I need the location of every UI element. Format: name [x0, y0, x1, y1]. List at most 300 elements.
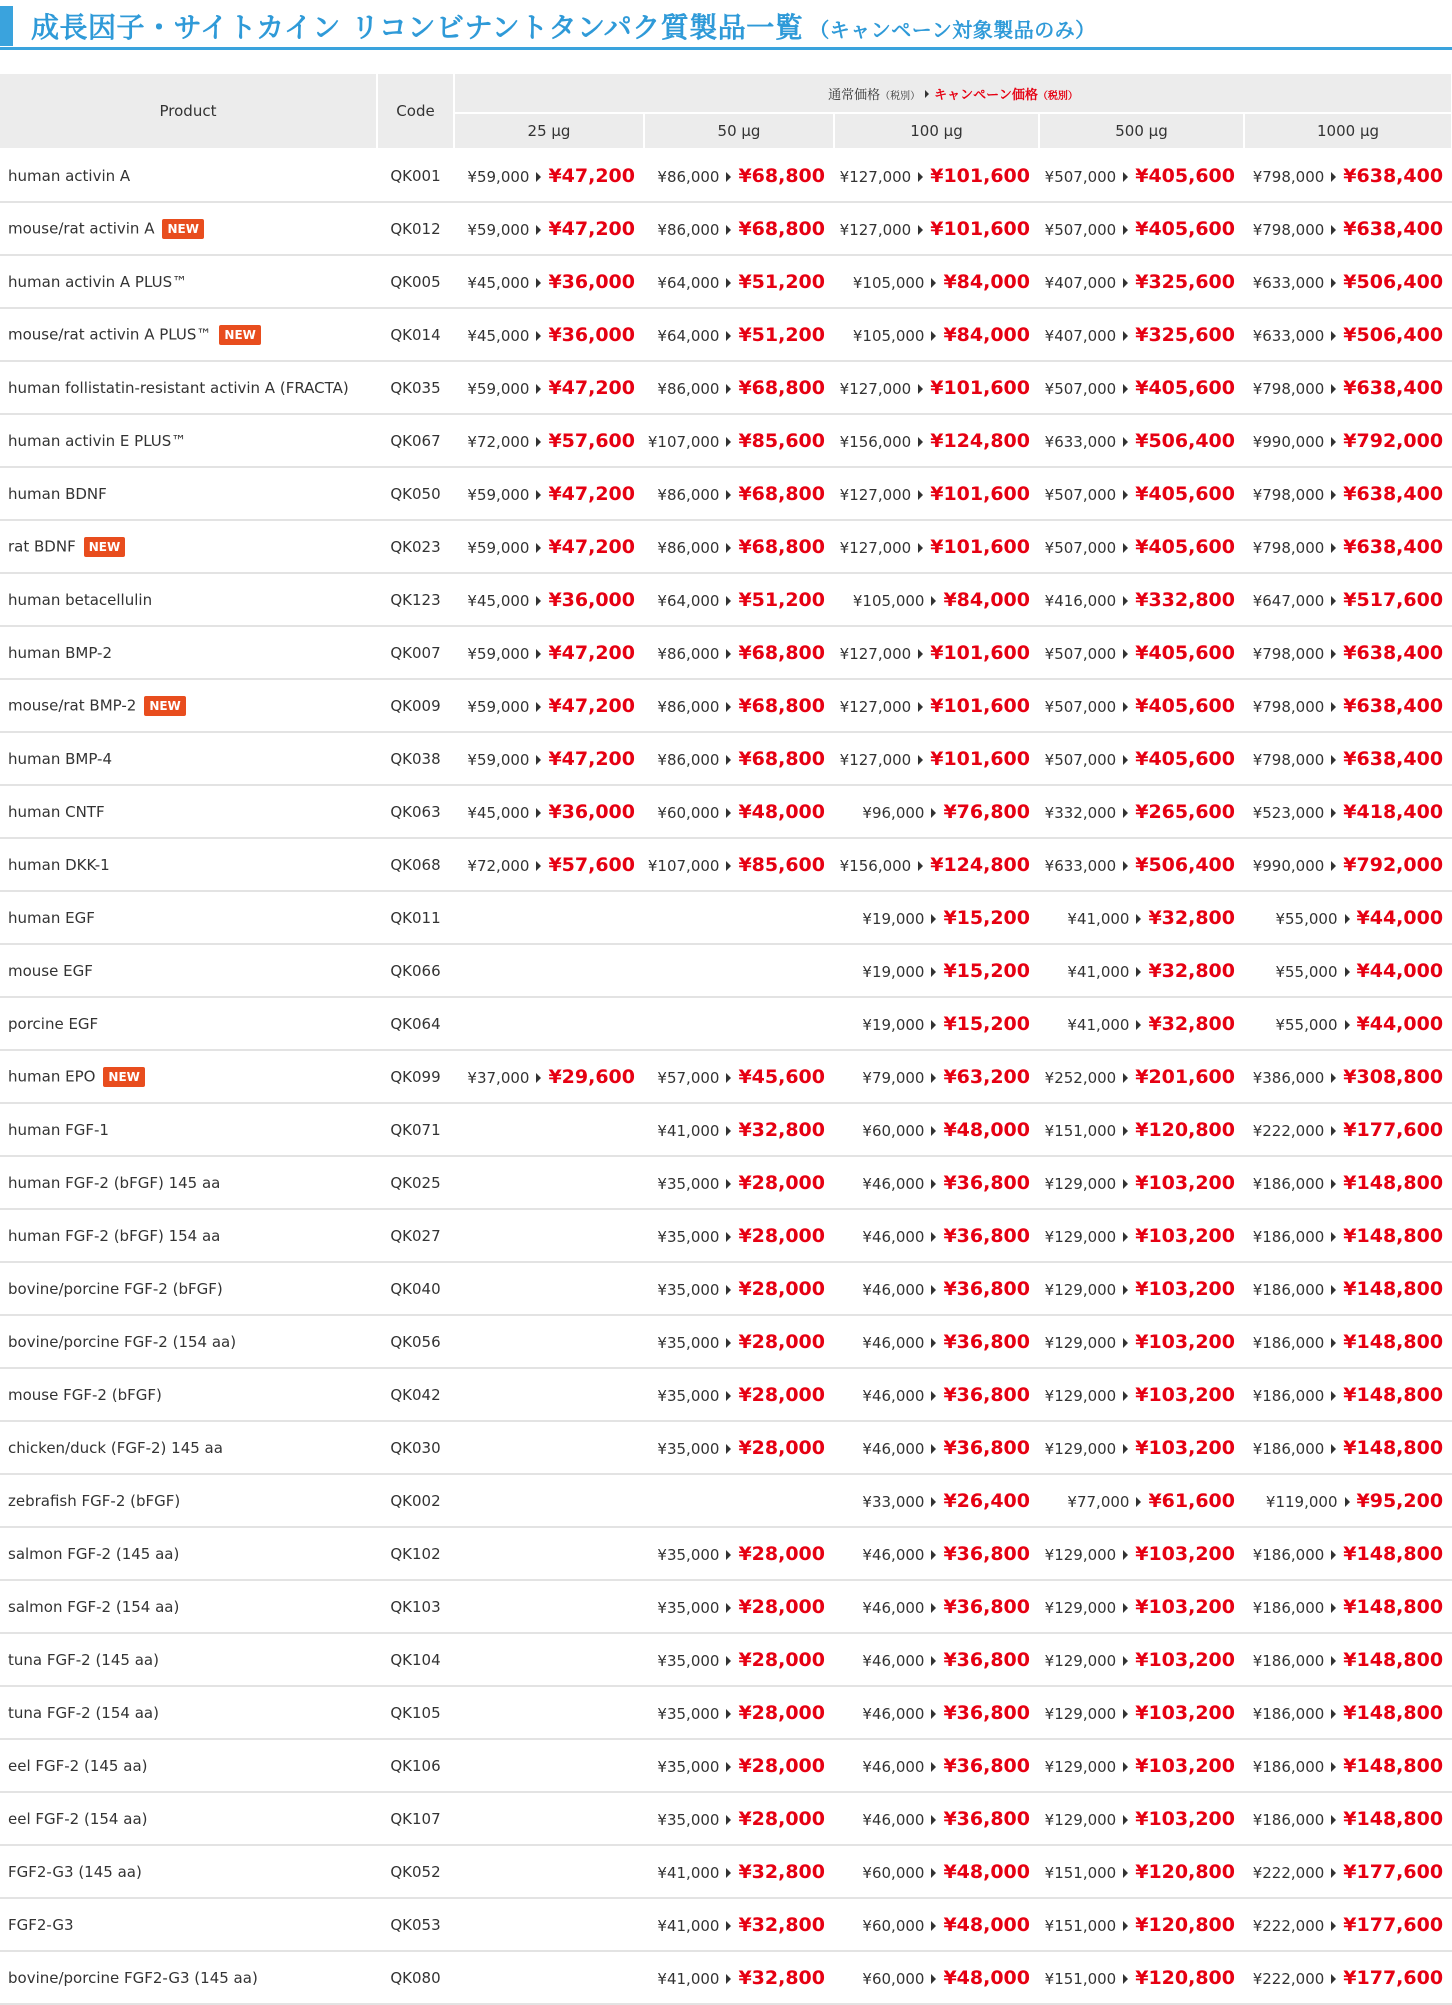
arrow-right-icon [931, 1179, 936, 1189]
arrow-right-icon [726, 755, 731, 765]
regular-price: ¥57,000 [657, 1068, 720, 1087]
arrow-right-icon [726, 1073, 731, 1083]
arrow-right-icon [726, 225, 731, 235]
product-cell [0, 1050, 377, 1103]
arrow-right-icon [1123, 861, 1128, 871]
price-cell [1244, 1845, 1452, 1898]
product-cell [0, 1633, 377, 1686]
regular-price: ¥186,000 [1252, 1545, 1325, 1564]
regular-price: ¥407,000 [1044, 326, 1117, 345]
table-row [0, 997, 1452, 1050]
arrow-right-icon [931, 1868, 936, 1878]
regular-price: ¥41,000 [1067, 909, 1130, 928]
regular-price: ¥633,000 [1252, 273, 1325, 292]
arrow-right-icon [1123, 225, 1128, 235]
campaign-price: ¥418,400 [1343, 800, 1444, 823]
product-name: tuna FGF-2 (145 aa) [8, 1650, 159, 1669]
price-cell [1244, 308, 1452, 361]
campaign-price: ¥405,600 [1135, 641, 1235, 664]
campaign-price: ¥68,800 [738, 217, 825, 240]
price-cell [454, 1209, 644, 1262]
campaign-price: ¥68,800 [738, 747, 825, 770]
arrow-right-icon [1331, 225, 1336, 235]
campaign-price: ¥177,600 [1343, 1118, 1444, 1141]
campaign-price: ¥76,800 [943, 800, 1030, 823]
table-row [0, 414, 1452, 467]
price-cell [834, 1156, 1039, 1209]
table-row [0, 626, 1452, 679]
price-cell [1039, 732, 1244, 785]
price-cell [644, 1792, 834, 1845]
column-header-price-group [454, 74, 1452, 113]
campaign-price: ¥28,000 [738, 1224, 825, 1247]
campaign-price: ¥36,800 [943, 1701, 1030, 1724]
product-name: mouse EGF [8, 961, 93, 980]
price-cell [454, 1527, 644, 1580]
campaign-price: ¥15,200 [943, 906, 1030, 929]
price-cell [834, 1898, 1039, 1951]
price-cell [834, 997, 1039, 1050]
regular-price: ¥59,000 [467, 644, 530, 663]
arrow-right-icon [726, 596, 731, 606]
campaign-price: ¥405,600 [1135, 376, 1235, 399]
campaign-price: ¥68,800 [738, 482, 825, 505]
arrow-right-icon [1345, 1497, 1350, 1507]
campaign-price: ¥48,000 [943, 1913, 1030, 1936]
arrow-right-icon [1331, 1179, 1336, 1189]
product-cell [0, 1898, 377, 1951]
arrow-right-icon [1345, 914, 1350, 924]
arrow-right-icon [726, 172, 731, 182]
regular-price: ¥45,000 [467, 326, 530, 345]
price-cell [644, 1156, 834, 1209]
regular-price: ¥798,000 [1252, 220, 1325, 239]
arrow-right-icon [1123, 1550, 1128, 1560]
regular-price: ¥416,000 [1044, 591, 1117, 610]
campaign-price: ¥405,600 [1135, 217, 1235, 240]
regular-price: ¥186,000 [1252, 1704, 1325, 1723]
table-row [0, 1527, 1452, 1580]
arrow-right-icon [931, 1020, 936, 1030]
price-cell [834, 1103, 1039, 1156]
product-cell [0, 573, 377, 626]
price-cell [1039, 1315, 1244, 1368]
arrow-right-icon [918, 861, 923, 871]
campaign-price: ¥68,800 [738, 535, 825, 558]
new-badge: NEW [84, 537, 125, 557]
product-cell [0, 149, 377, 202]
arrow-right-icon [1123, 1338, 1128, 1348]
product-cell [0, 520, 377, 573]
price-cell [1039, 1262, 1244, 1315]
arrow-right-icon [726, 1550, 731, 1560]
table-row [0, 891, 1452, 944]
product-name: chicken/duck (FGF-2) 145 aa [8, 1438, 223, 1457]
campaign-price: ¥15,200 [943, 959, 1030, 982]
product-code: QK023 [377, 520, 454, 573]
regular-price: ¥86,000 [657, 644, 720, 663]
arrow-right-icon [536, 172, 541, 182]
price-cell [1039, 308, 1244, 361]
campaign-price: ¥638,400 [1343, 641, 1444, 664]
product-cell [0, 1103, 377, 1156]
product-name: human activin A PLUS™ [8, 272, 188, 291]
arrow-right-icon [931, 1656, 936, 1666]
regular-price: ¥45,000 [467, 803, 530, 822]
campaign-price: ¥47,200 [548, 217, 635, 240]
arrow-right-icon [1331, 702, 1336, 712]
price-cell [834, 626, 1039, 679]
arrow-right-icon [1123, 437, 1128, 447]
regular-price: ¥507,000 [1044, 538, 1117, 557]
price-cell [834, 838, 1039, 891]
campaign-price: ¥101,600 [930, 482, 1030, 505]
regular-price: ¥990,000 [1252, 856, 1325, 875]
regular-price: ¥798,000 [1252, 750, 1325, 769]
price-cell [834, 1527, 1039, 1580]
regular-price: ¥72,000 [467, 856, 530, 875]
regular-price: ¥86,000 [657, 538, 720, 557]
table-row [0, 308, 1452, 361]
regular-price: ¥96,000 [862, 803, 925, 822]
price-cell [454, 361, 644, 414]
campaign-price: ¥68,800 [738, 641, 825, 664]
regular-price: ¥46,000 [862, 1227, 925, 1246]
regular-price: ¥127,000 [839, 750, 912, 769]
price-cell [1244, 1527, 1452, 1580]
price-cell [644, 1050, 834, 1103]
regular-price: ¥222,000 [1252, 1863, 1325, 1882]
regular-price: ¥186,000 [1252, 1333, 1325, 1352]
arrow-right-icon [1331, 172, 1336, 182]
campaign-price: ¥148,800 [1343, 1807, 1444, 1830]
table-row [0, 1156, 1452, 1209]
regular-price: ¥507,000 [1044, 379, 1117, 398]
product-cell [0, 1209, 377, 1262]
campaign-price: ¥120,800 [1135, 1913, 1235, 1936]
regular-price: ¥129,000 [1044, 1651, 1117, 1670]
product-code: QK053 [377, 1898, 454, 1951]
price-cell [834, 255, 1039, 308]
product-code: QK052 [377, 1845, 454, 1898]
regular-price: ¥35,000 [657, 1651, 720, 1670]
product-code: QK104 [377, 1633, 454, 1686]
regular-price: ¥127,000 [839, 644, 912, 663]
price-cell [454, 1474, 644, 1527]
regular-price: ¥46,000 [862, 1280, 925, 1299]
regular-price: ¥35,000 [657, 1386, 720, 1405]
arrow-right-icon [1123, 1073, 1128, 1083]
regular-price: ¥46,000 [862, 1704, 925, 1723]
price-cell [834, 361, 1039, 414]
campaign-price: ¥68,800 [738, 164, 825, 187]
arrow-right-icon [536, 225, 541, 235]
table-row [0, 1315, 1452, 1368]
arrow-right-icon [726, 808, 731, 818]
product-cell [0, 1580, 377, 1633]
regular-price: ¥127,000 [839, 379, 912, 398]
arrow-right-icon [1331, 1974, 1336, 1984]
regular-price: ¥507,000 [1044, 220, 1117, 239]
arrow-right-icon [1136, 1020, 1141, 1030]
regular-price: ¥507,000 [1044, 167, 1117, 186]
price-cell [644, 1686, 834, 1739]
product-code: QK105 [377, 1686, 454, 1739]
arrow-right-icon [1331, 1338, 1336, 1348]
arrow-right-icon [918, 225, 923, 235]
price-cell [1244, 1209, 1452, 1262]
campaign-price: ¥28,000 [738, 1648, 825, 1671]
price-cell [834, 573, 1039, 626]
arrow-right-icon [536, 278, 541, 288]
table-row [0, 838, 1452, 891]
table-row [0, 1368, 1452, 1421]
regular-price: ¥129,000 [1044, 1280, 1117, 1299]
regular-price: ¥156,000 [839, 856, 912, 875]
price-cell [644, 1845, 834, 1898]
price-cell [1244, 520, 1452, 573]
arrow-right-icon [931, 914, 936, 924]
arrow-right-icon [918, 384, 923, 394]
regular-price: ¥107,000 [647, 856, 720, 875]
product-name: human DKK-1 [8, 855, 110, 874]
campaign-price: ¥84,000 [943, 270, 1030, 293]
campaign-price: ¥148,800 [1343, 1383, 1444, 1406]
regular-price: ¥186,000 [1252, 1598, 1325, 1617]
arrow-right-icon [536, 437, 541, 447]
price-cell [834, 1209, 1039, 1262]
arrow-right-icon [726, 1126, 731, 1136]
table-row [0, 202, 1452, 255]
arrow-right-icon [1123, 1126, 1128, 1136]
price-cell [454, 1580, 644, 1633]
arrow-right-icon [931, 1815, 936, 1825]
price-cell [454, 944, 644, 997]
table-row [0, 1421, 1452, 1474]
arrow-right-icon [1331, 437, 1336, 447]
arrow-right-icon [1331, 278, 1336, 288]
price-cell [454, 1686, 644, 1739]
arrow-right-icon [536, 1073, 541, 1083]
regular-price: ¥119,000 [1265, 1492, 1338, 1511]
regular-price: ¥19,000 [862, 909, 925, 928]
campaign-price: ¥51,200 [738, 323, 825, 346]
product-name: FGF2-G3 (145 aa) [8, 1862, 142, 1881]
regular-price: ¥186,000 [1252, 1810, 1325, 1829]
product-cell [0, 679, 377, 732]
campaign-price: ¥177,600 [1343, 1860, 1444, 1883]
product-cell [0, 1792, 377, 1845]
price-cell [1039, 785, 1244, 838]
arrow-right-icon [1331, 331, 1336, 341]
price-cell [644, 838, 834, 891]
regular-price: ¥633,000 [1044, 856, 1117, 875]
arrow-right-icon [931, 967, 936, 977]
regular-price: ¥186,000 [1252, 1227, 1325, 1246]
arrow-right-icon [1123, 543, 1128, 553]
column-header-code: Code [377, 74, 454, 149]
page-title [31, 6, 1096, 46]
campaign-price: ¥48,000 [943, 1966, 1030, 1989]
campaign-price: ¥28,000 [738, 1542, 825, 1565]
campaign-price: ¥792,000 [1343, 853, 1444, 876]
price-cell [834, 1262, 1039, 1315]
arrow-right-icon [1331, 808, 1336, 818]
campaign-price: ¥101,600 [930, 535, 1030, 558]
price-cell [1039, 1103, 1244, 1156]
campaign-price: ¥148,800 [1343, 1330, 1444, 1353]
campaign-price: ¥103,200 [1135, 1436, 1235, 1459]
regular-price: ¥222,000 [1252, 1916, 1325, 1935]
product-code: QK067 [377, 414, 454, 467]
campaign-price: ¥44,000 [1356, 959, 1444, 982]
regular-price: ¥222,000 [1252, 1121, 1325, 1140]
regular-price: ¥222,000 [1252, 1969, 1325, 1988]
regular-price: ¥129,000 [1044, 1757, 1117, 1776]
table-row [0, 255, 1452, 308]
price-cell [1039, 467, 1244, 520]
arrow-right-icon [1136, 967, 1141, 977]
price-cell [454, 1951, 644, 2004]
price-cell [1244, 838, 1452, 891]
regular-price: ¥59,000 [467, 750, 530, 769]
new-badge: NEW [162, 219, 203, 239]
product-name: human betacellulin [8, 590, 153, 609]
arrow-right-icon [931, 1921, 936, 1931]
regular-price: ¥105,000 [852, 326, 925, 345]
regular-price: ¥523,000 [1252, 803, 1325, 822]
arrow-right-icon [726, 861, 731, 871]
price-cell [1244, 1898, 1452, 1951]
campaign-price: ¥28,000 [738, 1595, 825, 1618]
regular-price: ¥633,000 [1044, 432, 1117, 451]
price-cell [1039, 149, 1244, 202]
arrow-right-icon [1123, 596, 1128, 606]
table-row [0, 149, 1452, 202]
new-badge: NEW [219, 325, 260, 345]
regular-price: ¥59,000 [467, 379, 530, 398]
table-row [0, 1580, 1452, 1633]
regular-price: ¥86,000 [657, 697, 720, 716]
price-cell [644, 732, 834, 785]
product-code: QK050 [377, 467, 454, 520]
product-name: mouse/rat BMP-2 [8, 696, 137, 714]
price-cell [454, 149, 644, 202]
campaign-price: ¥32,800 [1148, 906, 1235, 929]
campaign-price: ¥45,600 [738, 1065, 825, 1088]
arrow-right-icon [1123, 384, 1128, 394]
product-name: salmon FGF-2 (154 aa) [8, 1597, 180, 1616]
price-cell [834, 1633, 1039, 1686]
arrow-right-icon [726, 1391, 731, 1401]
product-code: QK007 [377, 626, 454, 679]
arrow-right-icon [931, 1709, 936, 1719]
arrow-right-icon [931, 1126, 936, 1136]
campaign-price: ¥32,800 [1148, 1012, 1235, 1035]
arrow-right-icon [726, 1232, 731, 1242]
campaign-price: ¥332,800 [1135, 588, 1235, 611]
price-cell [1244, 467, 1452, 520]
campaign-price: ¥28,000 [738, 1807, 825, 1830]
campaign-price: ¥28,000 [738, 1171, 825, 1194]
regular-price: ¥186,000 [1252, 1174, 1325, 1193]
price-cell [1039, 1739, 1244, 1792]
regular-price: ¥60,000 [657, 803, 720, 822]
campaign-price: ¥101,600 [930, 164, 1030, 187]
price-cell [454, 1792, 644, 1845]
arrow-right-icon [1331, 1868, 1336, 1878]
regular-price: ¥46,000 [862, 1757, 925, 1776]
regular-price: ¥33,000 [862, 1492, 925, 1511]
regular-price: ¥647,000 [1252, 591, 1325, 610]
product-name: human activin E PLUS™ [8, 431, 187, 450]
price-cell [454, 1315, 644, 1368]
regular-price: ¥129,000 [1044, 1333, 1117, 1352]
arrow-right-icon [1123, 1815, 1128, 1825]
regular-price: ¥72,000 [467, 432, 530, 451]
table-row [0, 1845, 1452, 1898]
price-cell [1244, 1739, 1452, 1792]
product-name: rat BDNF [8, 537, 76, 555]
arrow-right-icon [1331, 861, 1336, 871]
price-cell [1244, 414, 1452, 467]
table-row [0, 1951, 1452, 2004]
campaign-price: ¥47,200 [548, 641, 635, 664]
regular-price: ¥46,000 [862, 1174, 925, 1193]
arrow-right-icon [1123, 1921, 1128, 1931]
price-cell [1244, 1262, 1452, 1315]
campaign-price: ¥638,400 [1343, 217, 1444, 240]
price-cell [1244, 361, 1452, 414]
product-cell [0, 626, 377, 679]
product-cell [0, 255, 377, 308]
campaign-price: ¥120,800 [1135, 1860, 1235, 1883]
arrow-right-icon [1331, 1073, 1336, 1083]
product-code: QK011 [377, 891, 454, 944]
product-name: porcine EGF [8, 1014, 99, 1033]
campaign-price: ¥101,600 [930, 747, 1030, 770]
regular-price: ¥37,000 [467, 1068, 530, 1087]
regular-price: ¥129,000 [1044, 1439, 1117, 1458]
price-cell [454, 1898, 644, 1951]
price-cell [1244, 255, 1452, 308]
price-cell [1039, 1633, 1244, 1686]
regular-price: ¥507,000 [1044, 750, 1117, 769]
price-cell [1244, 1580, 1452, 1633]
price-cell [644, 255, 834, 308]
regular-price: ¥41,000 [657, 1121, 720, 1140]
price-cell [454, 785, 644, 838]
product-code: QK066 [377, 944, 454, 997]
arrow-right-icon [1123, 1285, 1128, 1295]
price-cell [644, 785, 834, 838]
arrow-right-icon [726, 1179, 731, 1189]
arrow-right-icon [1331, 596, 1336, 606]
regular-price: ¥129,000 [1044, 1174, 1117, 1193]
arrow-right-icon [536, 596, 541, 606]
price-cell [1244, 626, 1452, 679]
price-cell [644, 1368, 834, 1421]
arrow-right-icon [726, 1815, 731, 1825]
price-cell [834, 1368, 1039, 1421]
arrow-right-icon [536, 384, 541, 394]
price-cell [454, 255, 644, 308]
price-cell [454, 891, 644, 944]
product-cell [0, 891, 377, 944]
table-row [0, 361, 1452, 414]
regular-price: ¥60,000 [862, 1121, 925, 1140]
product-name: mouse/rat activin A PLUS™ [8, 325, 212, 343]
